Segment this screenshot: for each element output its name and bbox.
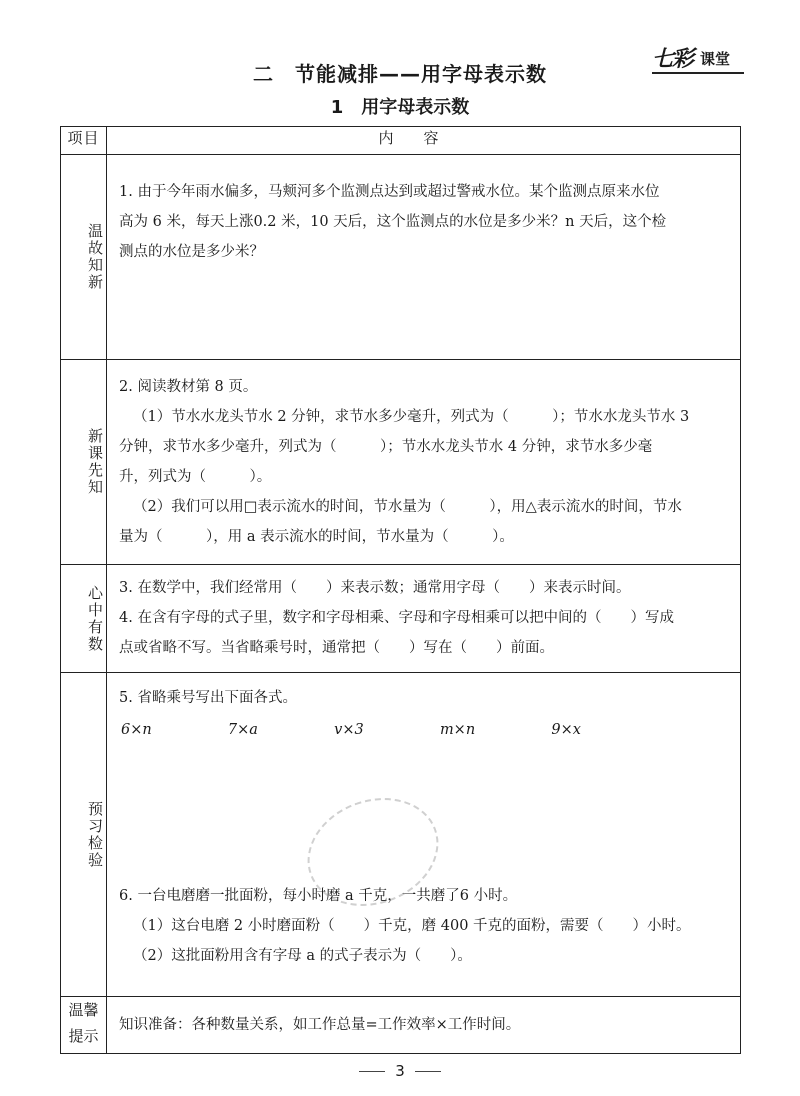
section-tip <box>61 997 741 1054</box>
table-header-row <box>61 127 741 155</box>
expression-item: 9×x <box>551 722 581 738</box>
section-label: 预习检验 <box>61 673 107 997</box>
tip-text: 知识准备：各种数量关系，如工作总量=工作效率×工作时间。 <box>119 1017 521 1033</box>
expression-item: v×3 <box>334 722 364 738</box>
logo-main: 七彩 <box>652 47 693 72</box>
text-line: 升，列式为（ ）。 <box>119 469 272 485</box>
lesson-title: 1 用字母表示数 <box>330 97 470 118</box>
text-line: 1. 由于今年雨水偏多，马颊河多个监测点达到或超过警戒水位。某个监测点原来水位 <box>119 184 660 200</box>
text-line: 量为（ ），用 a 表示流水的时间，节水量为（ ）。 <box>119 529 514 545</box>
text-line: 测点的水位是多少米？ <box>119 244 264 260</box>
section-label: 温故知新 <box>61 155 107 360</box>
text-line: 高为 6 米，每天上涨0.2 米，10 天后，这个监测点的水位是多少米？n 天后，这个检 <box>119 214 667 230</box>
expression-item: 6×n <box>121 722 152 738</box>
page-footer <box>0 1062 800 1080</box>
text-line: 4. 在含有字母的式子里，数字和字母相乘、字母和字母相乘可以把中间的（ ）写成 <box>119 610 674 626</box>
section-summary <box>61 565 741 673</box>
section-preview <box>61 360 741 565</box>
section-content <box>107 155 741 360</box>
footer-dash <box>415 1071 441 1072</box>
expression-item: 7×a <box>227 722 258 738</box>
text-line: （2）这批面粉用含有字母 a 的式子表示为（ ）。 <box>133 948 472 964</box>
text-line: 2. 阅读教材第 8 页。 <box>119 379 258 395</box>
header-content: 内容 <box>107 127 741 155</box>
text-line: 6. 一台电磨磨一批面粉，每小时磨 a 千克，一共磨了6 小时。 <box>119 888 518 904</box>
page-number: 3 <box>395 1062 405 1080</box>
section-label: 温馨 提示 <box>61 997 107 1054</box>
section-review <box>61 155 741 360</box>
logo-sub: 课堂 <box>700 50 731 68</box>
chapter-title: 二 节能减排——用字母表示数 <box>253 62 547 86</box>
section-content <box>107 360 741 565</box>
text-line: （1）这台电磨 2 小时磨面粉（ ）千克，磨 400 千克的面粉，需要（ ）小时。 <box>133 918 691 934</box>
section-label: 新课先知 <box>61 360 107 565</box>
text-line: 5. 省略乘号写出下面各式。 <box>119 690 297 706</box>
footer-dash <box>359 1071 385 1072</box>
expression-item: m×n <box>439 722 476 738</box>
section-label: 心中有数 <box>61 565 107 673</box>
worksheet-table <box>60 126 741 1054</box>
text-line: （1）节水水龙头节水 2 分钟，求节水多少毫升，列式为（ ）；节水水龙头节水 3 <box>133 409 690 425</box>
text-line: （2）我们可以用□表示流水的时间，节水量为（ ），用△表示流水的时间，节水 <box>133 499 682 515</box>
text-line: 分钟，求节水多少毫升，列式为（ ）；节水水龙头节水 4 分钟，求节水多少毫 <box>119 439 653 455</box>
text-line: 3. 在数学中，我们经常用（ ）来表示数；通常用字母（ ）来表示时间。 <box>119 580 631 596</box>
header-item: 项目 <box>61 127 107 155</box>
section-content <box>107 565 741 673</box>
section-content <box>107 997 741 1054</box>
text-line: 点或省略不写。当省略乘号时，通常把（ ）写在（ ）前面。 <box>119 640 554 656</box>
